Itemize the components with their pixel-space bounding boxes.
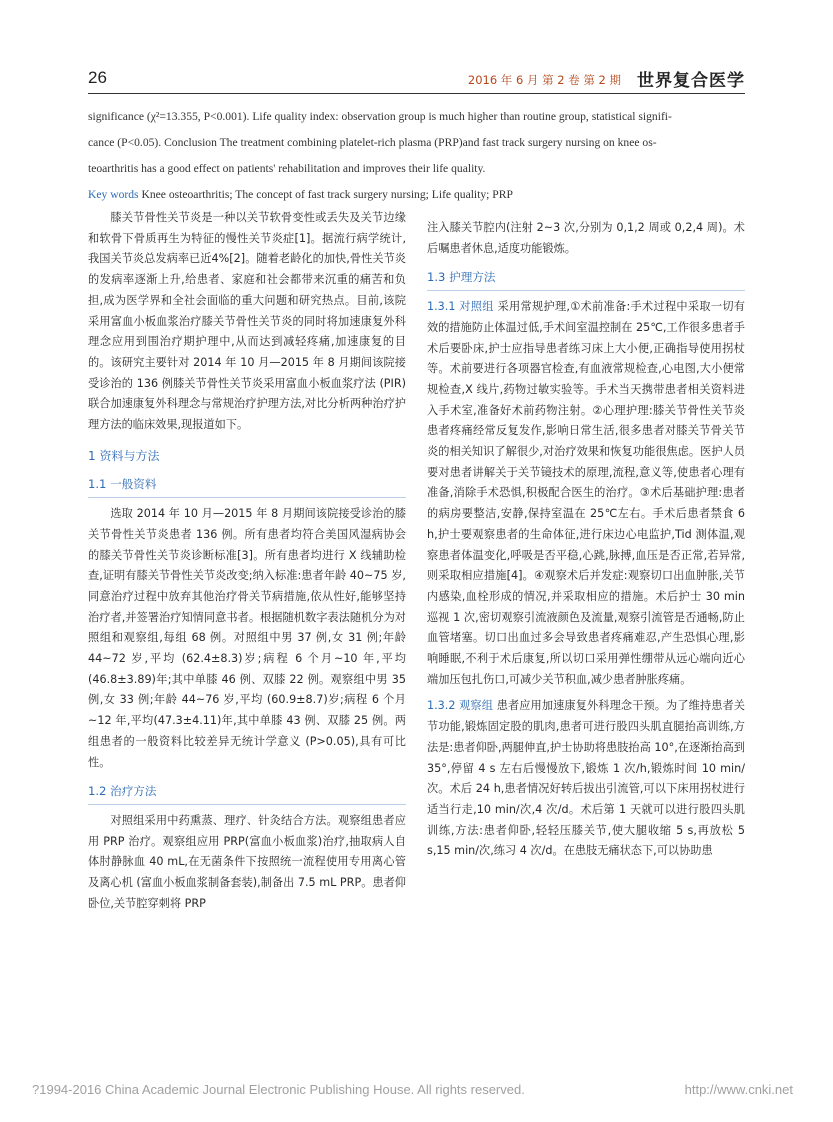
right-column	[427, 218, 745, 862]
general-data-paragraph: 选取 2014 年 10 月—2015 年 8 月期间该院接受诊治的膝关节骨性关节炎患者 136 例。所有患者均符合美国风湿病协会的膝关节骨性关节炎诊断标准[3]。所有患者均进行 X 线辅助检查,证明有膝关节骨性关节炎改变;纳入标准:患者年龄 40~75 岁,同意治疗过程中放弃其他治疗骨关节病措施,依从性好,能够坚持治疗者,并签署治疗知情同意书者。根据随机数字表法随机分为对照组和观察组,每组 68 例。对照组中男 37 例,女 31 例;年龄 44~72 岁,平均 (62.4±8.3)岁;病程 6 个月~10 年,平均 (46.8±3.89)年;其中单膝 46 例、双膝 22 例。观察组中男 35 例,女 33 例;年龄 44~76 岁,平均 (60.9±8.7)岁;病程 6 个月~12 年,平均(47.3±4.11)年,其中单膝 43 例、双膝 25 例。两组患者的一般资料比较差异无统计学意义 (P>0.05),具有可比性。	[88, 507, 406, 769]
control-group-label: 1.3.1 对照组	[427, 300, 494, 314]
english-abstract	[88, 104, 745, 208]
abstract-line: cance (P<0.05). Conclusion The treatment combining platelet-rich plasma (PRP)and fast track surgery nursing on knee os-	[88, 136, 657, 149]
issue-info: 2016 年 6 月 第 2 卷 第 2 期	[467, 73, 621, 87]
keywords-label: Key words	[88, 188, 139, 201]
observation-group-text: 患者应用加速康复外科理念干预。为了维持患者关节功能,锻炼固定股的肌肉,患者可进行股四头肌直腿抬高训练,方法是:患者仰卧,两腿伸直,护士协助将患肢抬高 10°,在逐渐抬高到 35°,停留 4 s 左右后慢慢放下,锻炼 1 次/h,锻炼时间 10 min/次。术后 24 h,患者情况好转后拔出引流管,可以下床用拐杖进行适当行走,10 min/次,4 次/d。术后第 1 天就可以进行股四头肌训练,方法:患者仰卧,轻轻压膝关节,使大腿收缩 5 s,再放松 5 s,15 min/次,练习 4 次/d。在患肢无痛状态下,可以协助患	[427, 699, 745, 858]
left-column	[88, 208, 406, 915]
footer-url[interactable]: http://www.cnki.net	[684, 1082, 793, 1097]
page-header	[88, 64, 745, 94]
abstract-line: significance (χ²=13.355, P<0.001). Life quality index: observation group is much higher than routine group, statistical signifi-	[88, 110, 672, 123]
subsection-heading: 1.3 护理方法	[427, 267, 745, 291]
control-group-text: 采用常规护理,①术前准备:手术过程中采取一切有效的措施防止体温过低,手术间室温控制在 25℃,工作很多患者手术后要卧床,护士应指导患者练习床上大小便,正确指导使用拐杖等。术前要进行各项器官检查,有血液常规检查,心电图,大小便常规检查,X 线片,药物过敏实验等。手术当天携带患者相关资料进入手术室,准备好术前药物注射。②心理护理:膝关节骨性关节炎患者疼痛经常反复发作,影响日常生活,很多患者对膝关节骨关节炎的相关知识了解很少,对治疗效果和恢复功能很焦虑。医护人员要对患者讲解关于关节镜技术的原理,流程,意义等,使患者心理有准备,消除手术恐惧,积极配合医生的治疗。③术后基础护理:患者的病房要整洁,安静,保持室温在 25℃左右。手术后患者禁食 6 h,护士要观察患者的生命体征,进行床边心电监护,Tid 测体温,观察患者体温变化,呼吸是否平稳,心跳,脉搏,血压是否正常,若异常,则采取相应措施[4]。④观察术后并发症:观察切口出血肿胀,关节内感染,血栓形成的情况,并采取相应的措施。术后护士 30 min 巡视 1 次,密切观察引流液颜色及流量,观察引流管是否通畅,防止血管堵塞。切口出血过多会导致患者疼痛难忍,产生恐惧心理,影响睡眠,不利于术后康复,所以切口采用弹性绷带从远心端向近心端加压包扎伤口,可减少关节积血,减少患者肿胀疼痛。	[427, 300, 745, 686]
copyright-text: ?1994-2016 China Academic Journal Electronic Publishing House. All rights reserved.	[32, 1082, 525, 1097]
observation-group-label: 1.3.2 观察组	[427, 699, 494, 713]
journal-title: 世界复合医学	[637, 71, 745, 91]
subsection-heading: 1.2 治疗方法	[88, 781, 406, 805]
keywords-text: Knee osteoarthritis; The concept of fast track surgery nursing; Life quality; PRP	[141, 188, 513, 201]
keywords	[88, 182, 745, 208]
intro-paragraph: 膝关节骨性关节炎是一种以关节软骨变性或丢失及关节边缘和软骨下骨质再生为特征的慢性关节炎症[1]。据流行病学统计,我国关节炎总发病率已近4%[2]。随着老龄化的加快,骨性关节炎的发病率逐渐上升,给患者、家庭和社会都带来沉重的痛苦和负担,成为医学界和全社会面临的重大问题和研究热点。目前,该院采用富血小板血浆治疗膝关节骨性关节炎的同时将加速康复外科理念应用到围治疗期护理中,从而达到减轻疼痛,加速康复的目的。该研究主要针对 2014 年 10 月—2015 年 8 月期间该院接受诊治的 136 例膝关节骨性关节炎采用富血小板血浆疗法 (PIR)联合加速康复外科理念与常规治疗护理方法,对比分析两种治疗护理方法的临床效果,现报道如下。	[88, 211, 406, 432]
abstract-line: teoarthritis has a good effect on patients' rehabilitation and improves their life quality.	[88, 162, 486, 175]
section-heading: 1 资料与方法	[88, 448, 160, 463]
treatment-continued: 注入膝关节腔内(注射 2~3 次,分别为 0,1,2 周或 0,2,4 周)。术后嘱患者休息,适度功能锻炼。	[427, 221, 745, 255]
subsection-heading: 1.1 一般资料	[88, 474, 406, 498]
page-footer	[32, 1082, 793, 1097]
page-number: 26	[88, 68, 107, 87]
treatment-paragraph: 对照组采用中药熏蒸、理疗、针灸结合方法。观察组患者应用 PRP 治疗。观察组应用 PRP(富血小板血浆)治疗,抽取病人自体肘静脉血 40 mL,在无菌条件下按照统一流程使用专用离心管及离心机 (富血小板血浆制备套装),制备出 7.5 mL PRP。患者仰卧位,关节腔穿刺将 PRP	[88, 813, 406, 910]
